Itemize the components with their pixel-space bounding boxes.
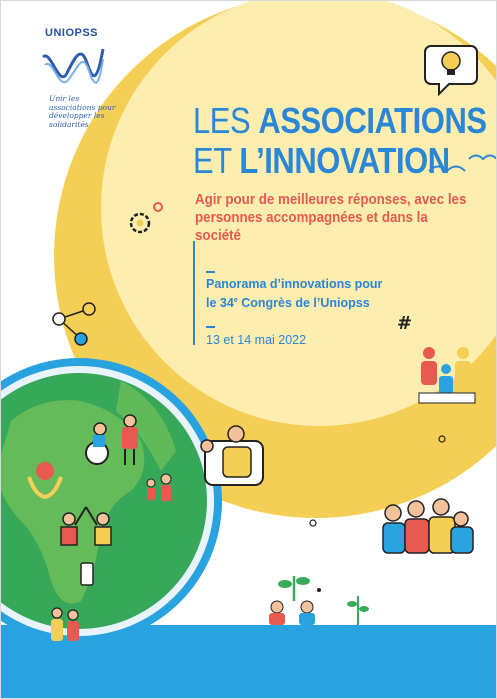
panorama-text: Panorama d’innovations pour le 34e Congrès de l’Uniopss [206, 277, 383, 310]
uniopss-logo-mark [41, 43, 105, 95]
dash-marker-2 [206, 326, 215, 328]
title-line-2: ET L’INNOVATION [193, 140, 450, 181]
vertical-rule [193, 241, 195, 345]
uniopss-tagline: Unir les associations pour développer les solidarités [49, 94, 116, 129]
deco-dot [310, 520, 316, 526]
small-plant-icon [347, 596, 369, 625]
hashtag-icon: # [397, 313, 413, 334]
sprout-icon [269, 576, 321, 625]
page-title [193, 101, 487, 181]
uniopss-logo-text: UNIOPSS [45, 27, 99, 39]
subtitle: Agir pour de meilleures réponses, avec les personnes accompagnées et dans la société [195, 192, 467, 244]
people-group-icon [383, 499, 473, 553]
dash-marker [206, 271, 215, 273]
title-line-1: LES ASSOCIATIONS [193, 100, 487, 141]
event-date: 13 et 14 mai 2022 [206, 333, 307, 347]
phone-icon [81, 563, 93, 585]
